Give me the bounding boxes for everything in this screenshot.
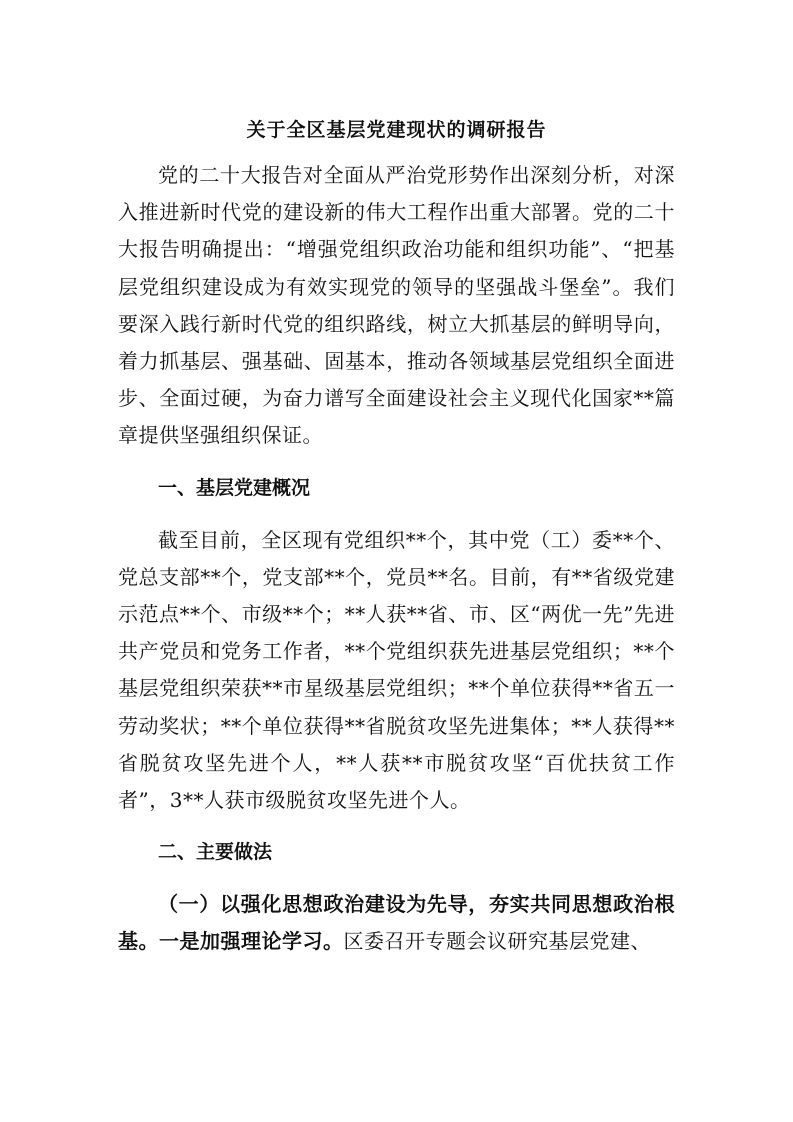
document-body	[118, 113, 675, 961]
intro-paragraph: 党的二十大报告对全面从严治党形势作出深刻分析，对深入推进新时代党的建设新的伟大工程作出重大部署。党的二十大报告明确提出：“增强党组织政治功能和组织功能”、“把基层党组织建设成为有效实现党的领导的坚强战斗堡垒”。我们要深入践行新时代党的组织路线，树立大抓基层的鲜明导向，着力抓基层、强基础、固基本，推动各领域基层党组织全面进步、全面过硬，为奋力谱写全面建设社会主义现代化国家**篇章提供坚强组织保证。	[118, 163, 675, 448]
section-heading-practices: 二、主要做法	[158, 841, 273, 864]
subsection-lead: （一）以强化思想政治建设为先导，夯实共同思想政治根基。一是加强理论学习。	[118, 892, 675, 954]
practices-paragraph	[118, 886, 675, 960]
document-title: 关于全区基层党建现状的调研报告	[246, 119, 547, 141]
overview-paragraph: 截至目前，全区现有党组织**个，其中党（工）委**个、党总支部**个，党支部**个，党员**名。目前，有**省级党建示范点**个、市级**个；**人获**省、市、区“两优一先”先进共产党员和党务工作者，**个党组织获先进基层党组织；**个基层党组织荣获**市星级基层党组织；**个单位获得**省五一劳动奖状；**个单位获得**省脱贫攻坚先进集体；**人获得**省脱贫攻坚先进个人，**人获**市脱贫攻坚“百优扶贫工作者”，3**人获市级脱贫攻坚先进个人。	[118, 527, 675, 813]
section-heading-overview: 一、基层党建概况	[158, 476, 311, 499]
subsection-text: 区委召开专题会议研究基层党建、	[343, 929, 651, 954]
